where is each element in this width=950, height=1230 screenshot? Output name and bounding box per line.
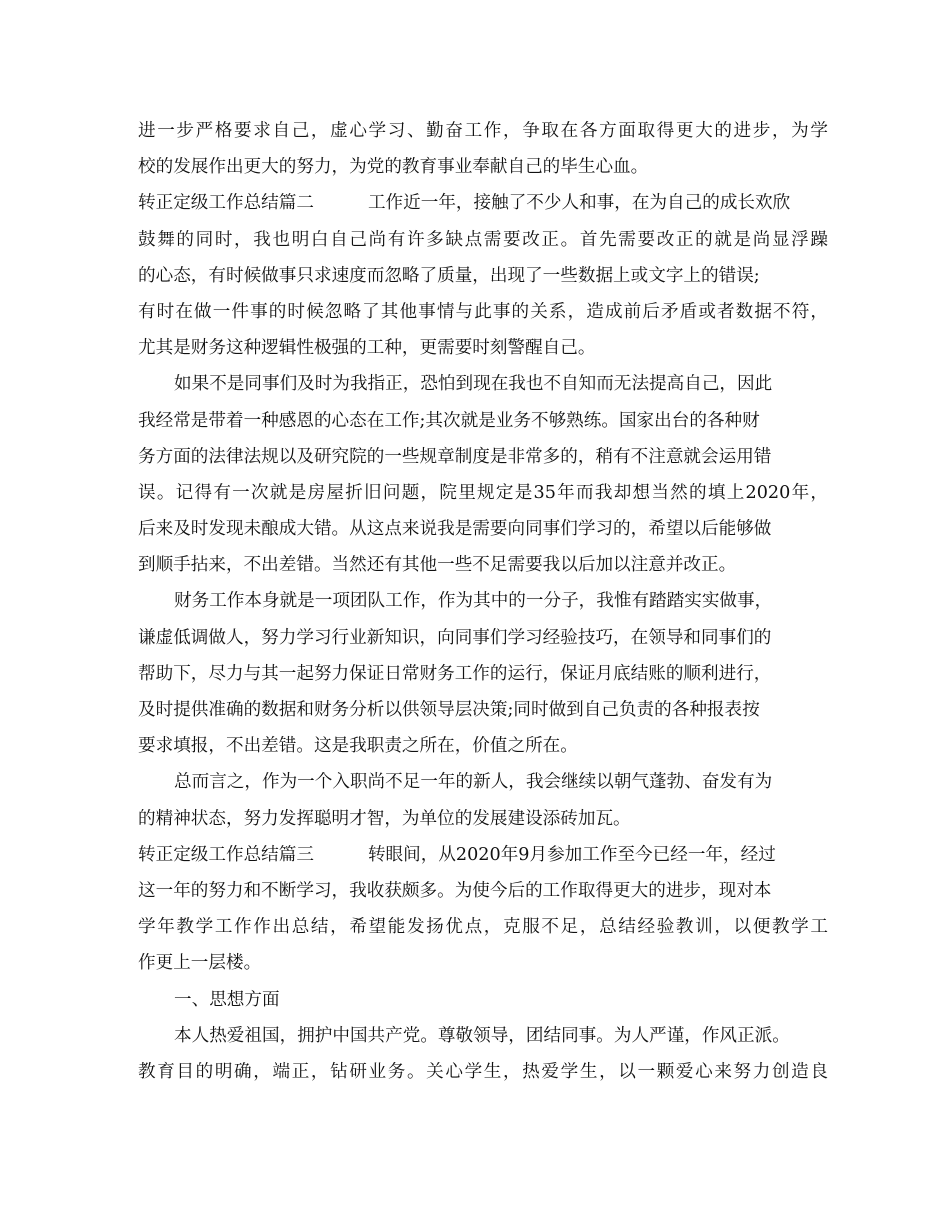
text-line: 如果不是同事们及时为我指正，恐怕到现在我也不自知而无法提高自己，因此 (174, 374, 773, 395)
section-heading-line (138, 185, 828, 221)
text-line: 帮助下，尽力与其一起努力保证日常财务工作的运行，保证月底结账的顺利进行， (138, 663, 772, 684)
text-line: 作更上一层楼。 (138, 953, 262, 974)
text-line: 进一步严格要求自己，虚心学习、勤奋工作，争取在各方面取得更大的进步，为学 (138, 121, 828, 141)
document-body (138, 113, 828, 1090)
text-line: 有时在做一件事的时候忽略了其他事情与此事的关系，造成前后矛盾或者数据不符， (138, 301, 828, 322)
text-line: 要求填报，不出差错。这是我职责之所在，价值之所在。 (138, 736, 578, 757)
text-line: 教育目的明确，端正，钻研业务。关心学生，热爱学生，以一颗爱心来努力创造良 (138, 1061, 828, 1082)
text-line: 后来及时发现未酿成大错。从这点来说我是需要向同事们学习的，希望以后能够做 (138, 519, 772, 540)
text-line: 的心态，有时候做事只求速度而忽略了质量，出现了一些数据上或文字上的错误; (138, 265, 760, 286)
text-line: 工作近一年，接触了不少人和事，在为自己的成长欢欣 (367, 193, 791, 214)
text-line: 鼓舞的同时，我也明白自己尚有许多缺点需要改正。首先需要改正的就是尚显浮躁 (138, 229, 828, 250)
text-line: 及时提供准确的数据和财务分析以供领导层决策;同时做到自己负责的各种报表按 (138, 700, 760, 720)
section-heading: 转正定级工作总结篇二 (138, 193, 314, 214)
text-line: 我经常是带着一种感恩的心态在工作;其次就是业务不够熟练。国家出台的各种财 (138, 410, 760, 431)
text-line: 谦虚低调做人，努力学习行业新知识，向同事们学习经验技巧，在领导和同事们的 (138, 627, 772, 648)
text-line: 校的发展作出更大的努力，为党的教育事业奉献自己的毕生心血。 (138, 157, 649, 178)
section-heading-line (138, 837, 828, 873)
text-line: 的精神状态，努力发挥聪明才智，为单位的发展建设添砖加瓦。 (138, 808, 631, 829)
text-line: 务方面的法律法规以及研究院的一些规章制度是非常多的，稍有不注意就会运用错 (138, 446, 772, 467)
text-line: 学年教学工作作出总结，希望能发扬优点，克服不足，总结经验教训，以便教学工 (138, 917, 828, 938)
text-line: 财务工作本身就是一项团队工作，作为其中的一分子，我惟有踏踏实实做事， (174, 591, 773, 612)
subsection-heading: 一、思想方面 (174, 989, 280, 1010)
text-line: 这一年的努力和不断学习，我收获颇多。为使今后的工作取得更大的进步，现对本 (138, 880, 772, 901)
section-heading: 转正定级工作总结篇三 (138, 844, 314, 865)
text-line: 误。记得有一次就是房屋折旧问题，院里规定是35年而我却想当然的填上2020年， (138, 482, 828, 503)
text-line: 本人热爱祖国，拥护中国共产党。尊敬领导，团结同事。为人严谨，作风正派。 (174, 1025, 790, 1046)
text-line: 尤其是财务这种逻辑性极强的工种，更需要时刻警醒自己。 (138, 338, 596, 359)
text-line: 转眼间，从2020年9月参加工作至今已经一年，经过 (367, 844, 776, 865)
text-line: 到顺手拈来，不出差错。当然还有其他一些不足需要我以后加以注意并改正。 (138, 555, 737, 576)
text-line: 总而言之，作为一个入职尚不足一年的新人，我会继续以朝气蓬勃、奋发有为 (174, 772, 773, 793)
